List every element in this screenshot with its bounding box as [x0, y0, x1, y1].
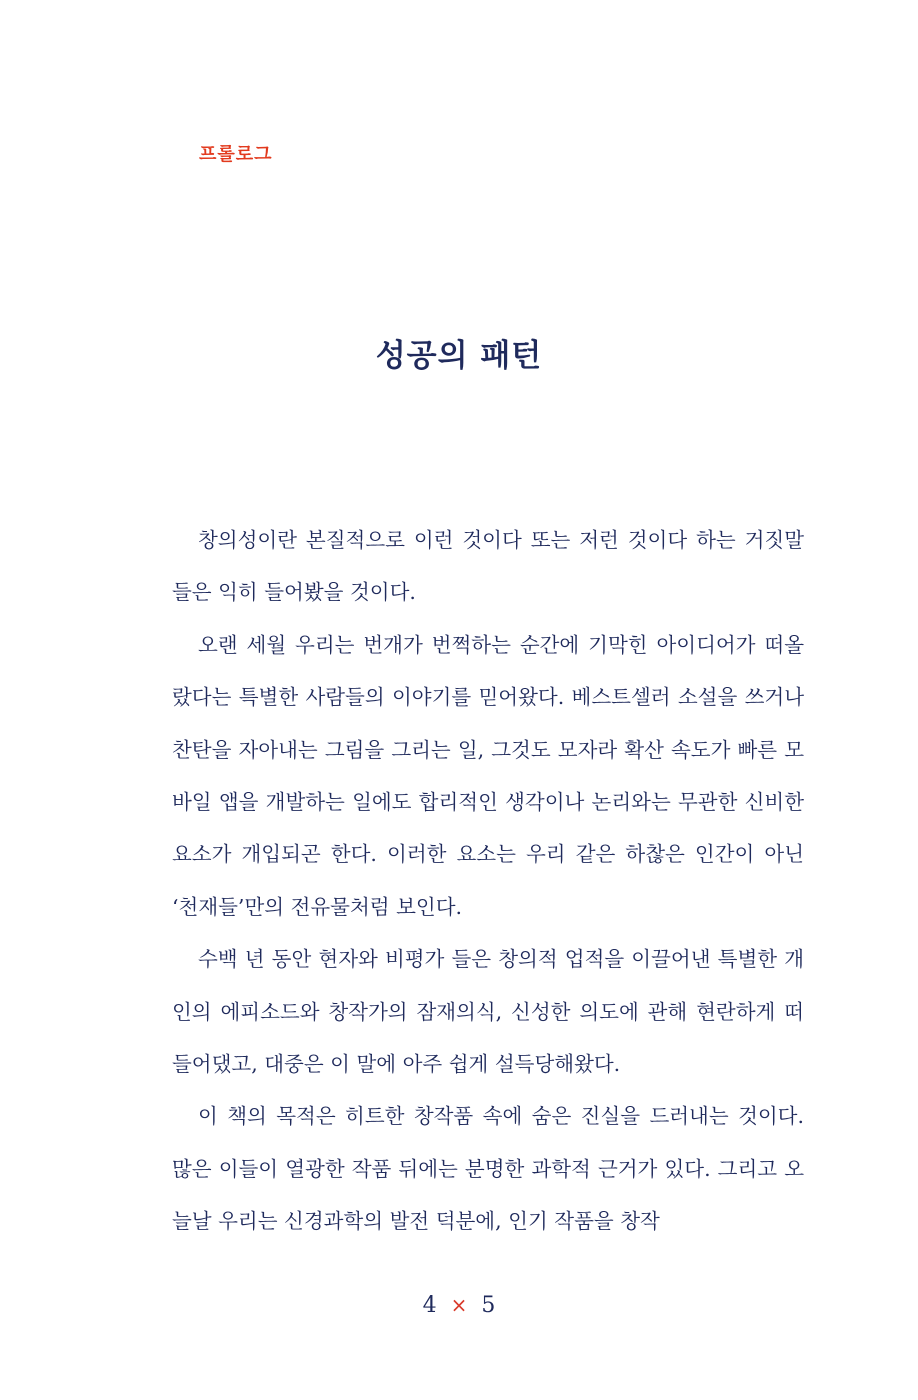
- section-label: 프롤로그: [199, 144, 273, 165]
- right-page-number: 5: [481, 1293, 496, 1318]
- chapter-title: 성공의 패턴: [375, 338, 543, 374]
- paragraph-1: 창의성이란 본질적으로 이런 것이다 또는 저런 것이다 하는 거짓말들은 익히 들어봤을 것이다.: [172, 528, 804, 605]
- folio-separator: ×: [450, 1293, 468, 1317]
- body-text: [172, 514, 804, 1248]
- left-page-number: 4: [422, 1293, 437, 1318]
- paragraph-2: 오랜 세월 우리는 번개가 번쩍하는 순간에 기막힌 아이디어가 떠올랐다는 특별한 사람들의 이야기를 믿어왔다. 베스트셀러 소설을 쓰거나 찬탄을 자아내는 그림을 그리는 일, 그것도 모자라 확산 속도가 빠른 모바일 앱을 개발하는 일에도 합리적인 생각이나 논리와는 무관한 신비한 요소가 개입되곤 한다. 이러한 요소는 우리 같은 하찮은 인간이 아닌 ‘천재들’만의 전유물처럼 보인다.: [172, 632, 804, 919]
- paragraph-4: 이 책의 목적은 히트한 창작품 속에 숨은 진실을 드러내는 것이다. 많은 이들이 열광한 작품 뒤에는 분명한 과학적 근거가 있다. 그리고 오늘날 우리는 신경과학의 발전 덕분에, 인기 작품을 창작: [172, 1104, 804, 1234]
- paragraph-3: 수백 년 동안 현자와 비평가 들은 창의적 업적을 이끌어낸 특별한 개인의 에피소드와 창작가의 잠재의식, 신성한 의도에 관해 현란하게 떠들어댔고, 대중은 이 말에 아주 쉽게 설득당해왔다.: [172, 947, 804, 1077]
- page-numbers: [0, 1290, 918, 1321]
